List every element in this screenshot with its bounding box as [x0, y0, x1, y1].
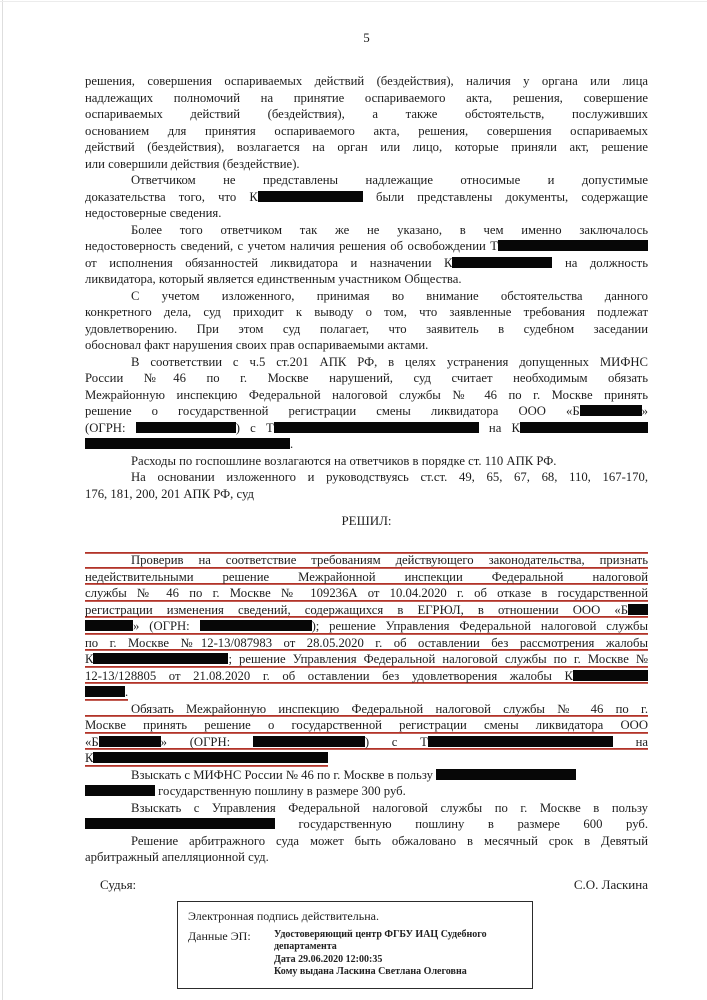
text-line: от исполнения обязанностей ликвидатора и назначении К на должность	[85, 255, 648, 270]
text-line: решения, совершения оспариваемых действий (бездействия), наличия у органа или лица	[85, 74, 648, 88]
decision-heading: РЕШИЛ:	[341, 513, 392, 528]
scan-edge-left	[2, 0, 3, 1000]
paragraph	[85, 453, 648, 470]
text-line: недействительными решение Межрайонной инспекции Федеральной налоговой	[85, 569, 648, 584]
text-line: удовлетворению. При этом суд полагает, что заявитель в судебном заседании	[85, 321, 648, 336]
scan-edge-top	[0, 1, 707, 2]
signature-stamp	[177, 901, 533, 989]
paragraph	[85, 73, 648, 172]
paragraph	[85, 172, 648, 222]
text-line: Решение арбитражного суда может быть обжаловано в месячный срок в Девятый	[131, 833, 648, 848]
paragraph	[85, 701, 648, 767]
page-number: 5	[363, 30, 370, 45]
text-line: 12-13/128805 от 21.08.2020 г. об оставлении без удовлетворения жалобы К	[85, 668, 648, 685]
text-line: Взыскать с МИФНС России № 46 по г. Москве в пользу	[85, 767, 648, 784]
text-line: На основании изложенного и руководствуясь ст.ст. 49, 65, 67, 68, 110, 167-170,	[131, 470, 648, 484]
text-line: С учетом изложенного, принимая во внимание обстоятельства данного	[131, 288, 648, 303]
paragraph	[85, 552, 648, 701]
redaction-bar	[428, 736, 613, 747]
redaction-bar	[498, 240, 648, 251]
redaction-bar	[93, 653, 228, 664]
text-line: Более того ответчиком так же не указано, в чем именно заключалось	[131, 222, 648, 237]
paragraph	[85, 469, 648, 502]
redaction-bar	[85, 818, 275, 829]
redaction-bar	[436, 769, 576, 780]
paragraph	[85, 288, 648, 354]
redaction-bar	[200, 620, 312, 631]
paragraph	[85, 222, 648, 288]
text-line: ликвидатора, который является единственным участником Общества.	[85, 272, 462, 286]
judge-name: С.О. Ласкина	[573, 876, 648, 892]
text-line: недостоверность сведений, с учетом наличия решения об освобождении Т	[85, 238, 648, 255]
text-line: К ; решение Управления Федеральной налоговой службы по г. Москве №	[85, 652, 648, 666]
redaction-bar	[136, 422, 236, 433]
signature-detail-line: Дата 29.06.2020 12:00:35	[274, 953, 383, 965]
redaction-bar	[253, 736, 365, 747]
text-line: Проверив на соответствие требованиям действующего законодательства, признать	[85, 552, 648, 569]
text-line: основанием для принятия оспариваемого акта, решения, совершения оспариваемых	[85, 123, 648, 138]
text-line: решение о государственной регистрации смены ликвидатора ООО «Б »	[85, 404, 648, 418]
text-line: недостоверные сведения.	[85, 206, 222, 220]
text-line: России №46 по г. Москве нарушений, суд считает необходимым обязать	[85, 371, 648, 385]
redaction-bar	[258, 191, 363, 202]
text-line: .	[85, 436, 648, 453]
judge-label: Судья:	[100, 876, 137, 892]
text-line: обосновал факт нарушения своих прав оспариваемыми актами.	[85, 338, 429, 352]
redaction-bar	[520, 422, 648, 433]
text-line: 176, 181, 200, 201 АПК РФ, суд	[85, 486, 254, 501]
text-line: регистрации изменения сведений, содержащихся в ЕГРЮЛ, в отношении ООО «Б	[85, 602, 648, 619]
text-line: (ОГРН: ) с Т на К	[85, 420, 648, 437]
signature-valid-text: Электронная подпись действительна.	[188, 908, 379, 923]
redaction-bar	[85, 620, 133, 631]
text-line: действий (бездействия), возлагается на орган или лицо, которые приняли акт, решение	[85, 140, 648, 154]
text-line: по г. Москве №12-13/087983 от 28.05.2020 г. об оставлении без рассмотрения жалобы	[85, 635, 648, 650]
signature-details	[274, 929, 512, 979]
text-line: арбитражный апелляционной суд.	[85, 850, 269, 864]
signature-detail-line: Удостоверяющий центр ФГБУ ИАЦ Судебного департамента	[274, 928, 487, 952]
text-line: Обязать Межрайонную инспекцию Федеральной налоговой службы № 46 по г.	[85, 701, 648, 718]
text-line: К	[85, 750, 328, 767]
text-line: .	[85, 684, 128, 701]
redaction-bar	[85, 686, 125, 697]
text-line: доказательства того, что К были представлены документы, содержащие	[85, 189, 648, 204]
text-line: надлежащих полномочий на принятие оспариваемого акта, решения, совершение	[85, 90, 648, 105]
text-line: «Б » (ОГРН: ) с Т на	[85, 734, 648, 749]
redaction-bar	[93, 752, 328, 763]
text-line: В соответствии с ч.5 ст.201 АПК РФ, в целях устранения допущенных МИФНС	[131, 354, 648, 369]
redaction-bar	[99, 736, 161, 747]
paragraph	[85, 833, 648, 866]
redaction-bar	[85, 438, 290, 449]
paragraph	[85, 767, 648, 800]
text-line: службы № 46 по г. Москве № 109236А от 10.04.2020 г. об отказе в государственной	[85, 586, 648, 600]
redaction-bar	[85, 785, 155, 796]
text-line: Расходы по госпошлине возлагаются на ответчиков в порядке ст. 110 АПК РФ.	[131, 453, 557, 468]
signature-data-label: Данные ЭП:	[188, 928, 251, 943]
redaction-bar	[452, 257, 552, 268]
redaction-bar	[580, 405, 642, 416]
text-line: оспариваемых действий (бездействия), а также обстоятельств, послуживших	[85, 107, 648, 121]
signature-data-row	[188, 929, 522, 979]
paragraph	[85, 800, 648, 833]
paragraph	[85, 354, 648, 453]
text-line: Ответчиком не представлены надлежащие относимые и допустимые	[131, 173, 648, 187]
text-line: » (ОГРН: ); решение Управления Федеральной налоговой службы	[85, 618, 648, 635]
text-line: или совершили действия (бездействие).	[85, 156, 300, 171]
signature-detail-line: Кому выдана Ласкина Светлана Олеговна	[274, 966, 467, 977]
redaction-bar	[628, 604, 648, 615]
judge-signature-row	[85, 877, 648, 893]
redaction-bar	[274, 422, 479, 433]
text-line: государственную пошлину в размере 600 руб.	[85, 816, 648, 833]
document-body-bottom	[85, 552, 648, 866]
text-line: конкретного дела, суд приходит к выводу о том, что заявленные требования подлежат	[85, 305, 648, 319]
text-line: Межрайонную инспекцию Федеральной налоговой службы № 46 по г. Москве принять	[85, 387, 648, 402]
redaction-bar	[573, 670, 648, 681]
text-line: государственную пошлину в размере 300 руб.	[85, 783, 648, 800]
document-body-top	[85, 73, 648, 502]
text-line: Москве принять решение о государственной регистрации смены ликвидатора ООО	[85, 718, 648, 732]
text-line: Взыскать с Управления Федеральной налоговой службы по г. Москве в пользу	[131, 800, 648, 815]
